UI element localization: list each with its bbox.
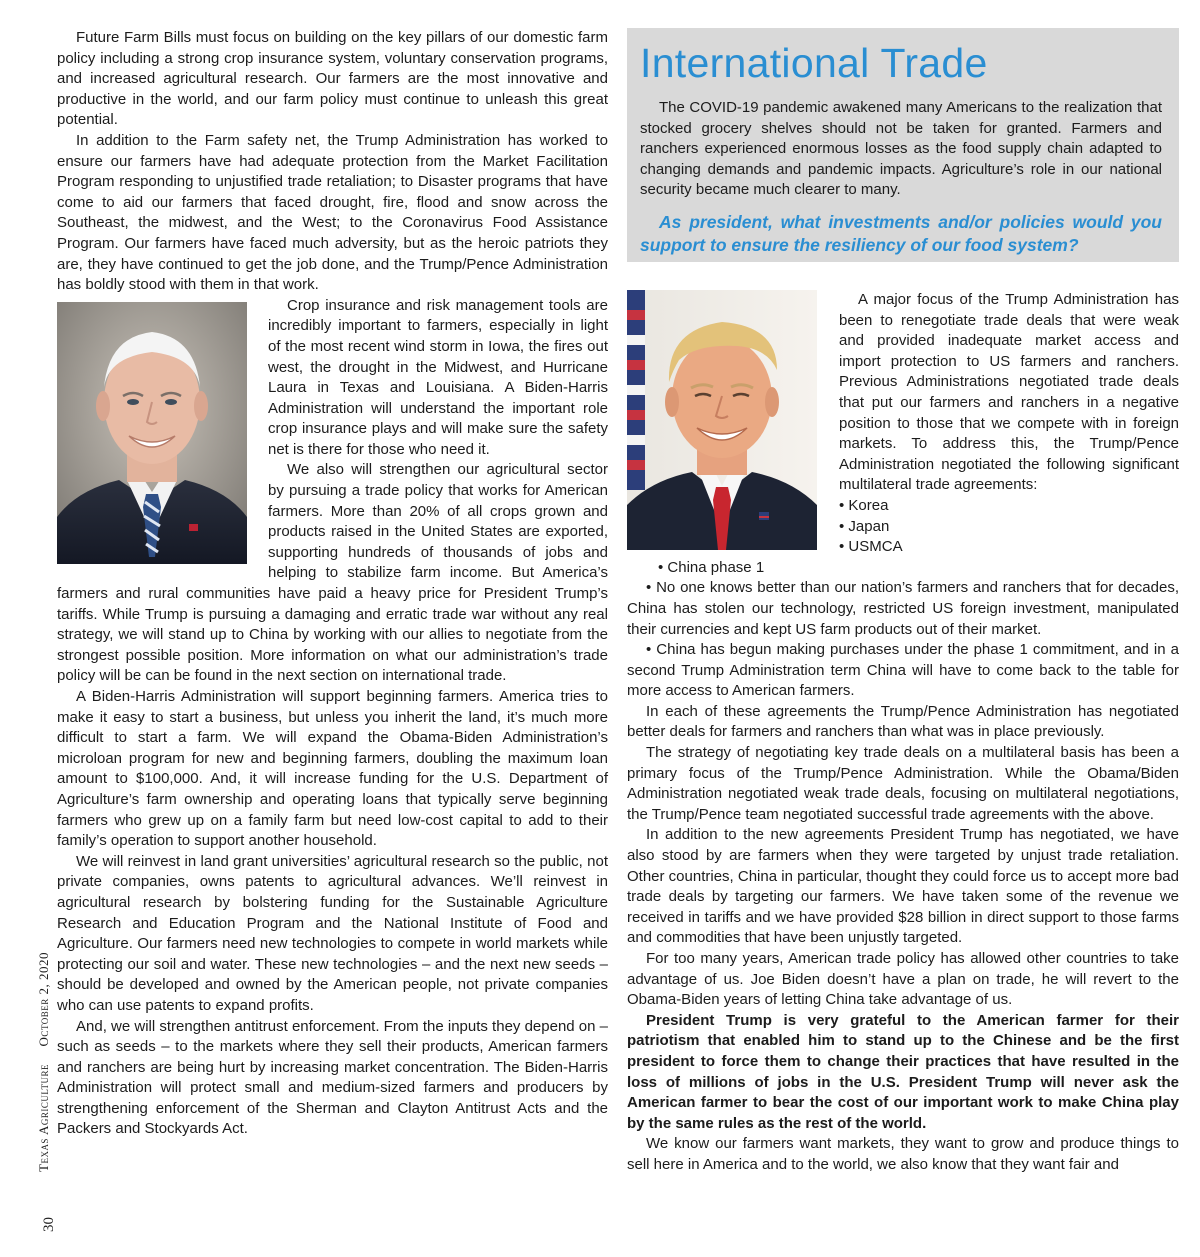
trade-intro-paragraph: The COVID-19 pandemic awakened many Americans to the realization that stocked grocery shelves should not be taken for granted. Farmers and ranchers experienced enormous losses as the food supply chain adapted to changing demands and pandemic impacts. Agriculture’s role in our national security became much clearer to many.	[640, 99, 1162, 199]
list-item: • China phase 1	[635, 558, 1179, 579]
trade-deals-paragraph: A major focus of the Trump Administration has been to renegotiate trade deals that were weak and provided inadequate market access and import protection to US farmers and ranchers. Previous Administrations negotiated trade deals that put our farmers and ranchers in a negative position to those that we compete with in foreign markets. To address this, the Trump/Pence Administration negotiated the following significant multilateral trade agreements:	[839, 291, 1179, 494]
closing-paragraph: We know our farmers want markets, they want to grow and produce things to sell here in America and to the world, we also know that they want fair and	[627, 1135, 1179, 1173]
retaliation-support-paragraph: In addition to the new agreements President Trump has negotiated, we have also stood by are farmers when they were targeted by unjust trade retaliation. Other countries, China in particular, thought they could force us to accept more bad trade deals by targeting our farmers. We have taken some of the revenue we received in tariffs and we have provided $28 billion in direct support to those farms and commodities that have been unjustly targeted.	[627, 826, 1179, 947]
trade-question: As president, what investments and/or policies would you support to ensure the resiliency of our food system?	[640, 211, 1162, 256]
safety-net-paragraph: In addition to the Farm safety net, the Trump Administration has worked to ensure our farmers have had adequate protection from the Market Facilitation Program responding to unjustified trade retaliation; to Disaster programs that have come to aid our farmers that faced drought, fire, flood and snow across the Southeast, the midwest, and the West; to the Coronavirus Food Assistance Program. Our farmers have faced much adversity, but as the heroic patriots they are, they have continued to get the job done, and the Trump/Pence Administration has boldly stood with them in that work.	[57, 131, 608, 294]
farm-bill-paragraph: Future Farm Bills must focus on building on the key pillars of our domestic farm policy including a strong crop insurance system, voluntary conservation programs, and increased agricultural research. Our farmers are the most innovative and productive in the world, and our farm policy must continue to unleash this great potential.	[57, 29, 608, 129]
crop-insurance-paragraph: Crop insurance and risk management tools are incredibly important to farmers, especially in light of the most recent wind storm in Iowa, the fires out west, the drought in the Midwest, and Hurricane Laura in Texas and Louisiana. A Biden-Harris Administration will understand the important role crop insurance plays and will make sure the safety net is there for those who need it.	[268, 296, 608, 458]
trump-portrait-photo	[627, 290, 817, 550]
list-item: • Korea	[635, 496, 1179, 517]
list-item: • USMCA	[635, 537, 1179, 558]
china-history-paragraph: • No one knows better than our nation’s farmers and ranchers that for decades, China has stolen our technology, restricted US foreign investment, manipulated their currencies and kept US farm products out of their market.	[627, 579, 1179, 638]
phase-one-paragraph: • China has begun making purchases under the phase 1 commitment, and in a second Trump Administration term China will have to come back to the table for more access to American farmers.	[627, 641, 1179, 700]
grateful-farmer-paragraph: President Trump is very grateful to the American farmer for their patriotism that enabled him to stand up to the Chinese and be the first president to force them to change their practices that have resulted in the loss of millions of jobs in the U.S. President Trump will never ask the American farmer to bear the cost of our important work to make China play by the same rules as the rest of the world.	[627, 1011, 1179, 1132]
multilateral-strategy-paragraph: The strategy of negotiating key trade deals on a multilateral basis has been a primary focus of the Trump/Pence Administration. While the Obama/Biden Administration negotiated weak trade deals, focusing on multilateral negotiations, the Trump/Pence team negotiated successful trade agreements with the above.	[627, 744, 1179, 823]
research-paragraph: We will reinvest in land grant universities’ agricultural research so the public, not private companies, owns patents to agricultural advances. We’ll reinvest in agricultural research by bolstering funding for the Sustainable Agriculture Research and Education Program and the National Institute of Food and Agriculture. Our farmers need new technologies to compete in world markets while protecting our soil and water. These new technologies – and the next new seeds – should be developed and owned by the American people, not private companies who can use patents to expand profits.	[57, 852, 608, 1014]
international-trade-panel	[627, 28, 1179, 262]
section-title: International Trade	[640, 40, 988, 86]
biden-trade-paragraph: For too many years, American trade policy has allowed other countries to take advantage of us. Joe Biden doesn’t have a plan on trade, he will revert to the Obama-Biden years of letting China take advantage of us.	[627, 950, 1179, 1009]
list-item: • Japan	[635, 517, 1179, 538]
biden-portrait-photo	[57, 302, 247, 564]
left-column	[57, 28, 608, 1140]
right-column	[627, 290, 1179, 1176]
trade-policy-paragraph: We also will strengthen our agricultural sector by pursuing a trade policy that works for American farmers. More than 20% of all crops grown and products raised in the United States are exported, supporting hundreds of thousands of jobs and helping to stabilize farm income. But America’s farmers and rural communities have paid a heavy price for President Trump’s tariffs. While Trump is pursuing a damaging and erratic trade war without any real strategy, we will stand up to China by working with our allies to negotiate from the strongest possible position. More information on what our administration’s trade policy will be can be found in the next section on international trade.	[57, 461, 608, 685]
antitrust-paragraph: And, we will strengthen antitrust enforcement. From the inputs they depend on – such as seeds – to the markets where they sell their products, American farmers and ranchers are being hurt by increasing market concentration. The Biden-Harris Administration will protect small and medium-sized farmers and producers by strengthening enforcement of the Sherman and Clayton Antitrust Acts and the Packers and Stockyards Act.	[57, 1017, 608, 1138]
better-deals-paragraph: In each of these agreements the Trump/Pence Administration has negotiated better deals for farmers and ranchers than what was in place previously.	[627, 702, 1179, 741]
beginning-farmers-paragraph: A Biden-Harris Administration will support beginning farmers. America tries to make it easy to start a business, but unless you inherit the land, it’s much more difficult to start a farm. We will expand the Obama-Biden Administration’s microloan program for new and beginning farmers, doubling the maximum loan amount to $100,000. And, it will increase funding for the U.S. Department of Agriculture’s farm ownership and operating loans that typically serve beginning farmers who grew up on a family farm but need low-cost capital to add to their family’s operation to support another household.	[57, 688, 608, 850]
page-number: 30	[41, 1217, 57, 1232]
publication-date: October 2, 2020	[36, 951, 51, 1047]
publication-name: Texas Agriculture	[36, 1063, 51, 1172]
